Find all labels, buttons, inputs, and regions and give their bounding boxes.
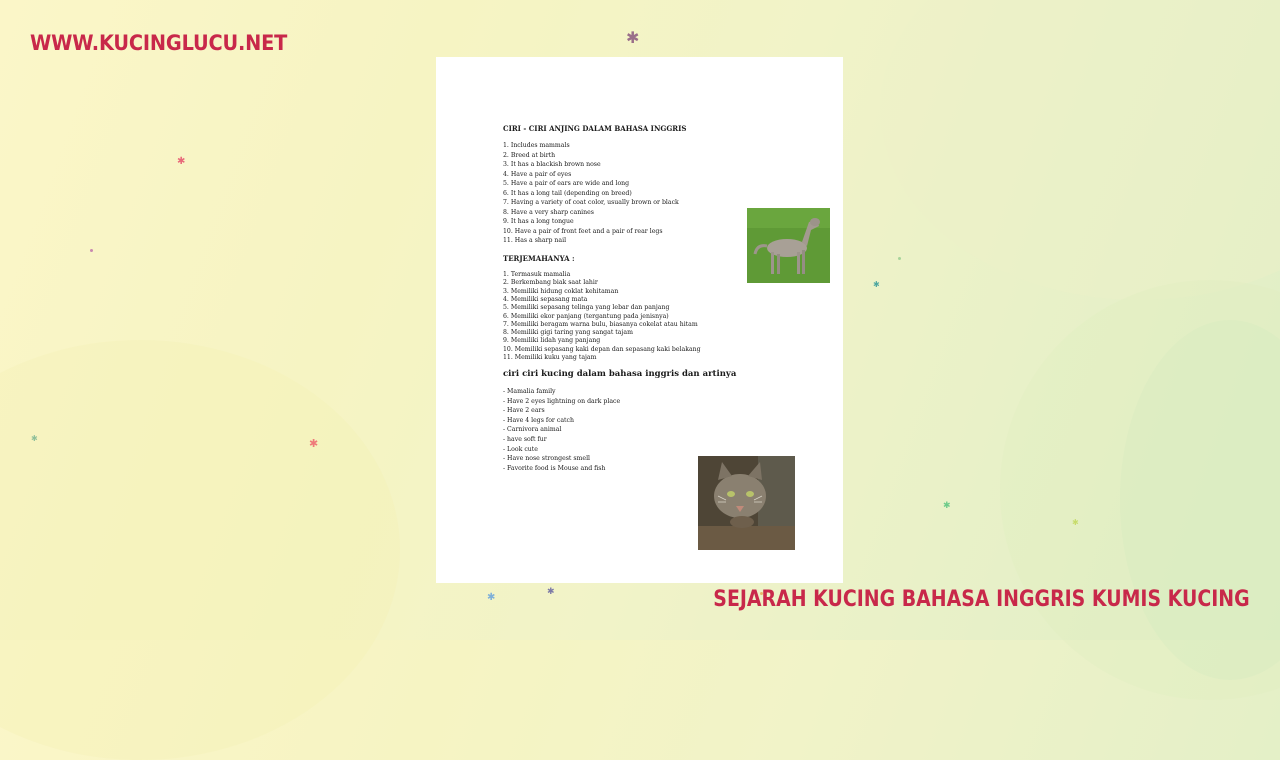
list-item: 2. Breed at birth — [503, 151, 556, 159]
list-item: 8. Memiliki gigi taring yang sangat tajam — [503, 329, 633, 337]
list-item: 7. Memiliki beragam warna bulu, biasanya cokelat atau hitam — [503, 320, 698, 328]
document-page — [436, 57, 843, 583]
star-icon: ✱ — [309, 437, 319, 450]
star-icon: ✱ — [943, 501, 951, 511]
dot-decoration — [898, 257, 901, 260]
list-item: 6. It has a long tail (depending on breed) — [503, 189, 632, 197]
cat-illustration — [698, 456, 795, 550]
list-item: 7. Having a variety of coat color, usually brown or black — [503, 199, 679, 207]
list-item: - Have 4 legs for catch — [503, 416, 574, 424]
dog-traits-heading: CIRI - CIRI ANJING DALAM BAHASA INGGRIS — [503, 124, 687, 133]
list-item: 9. It has a long tongue — [503, 218, 574, 226]
dog-photo — [747, 208, 830, 283]
dog-traits-translation-list — [503, 271, 793, 362]
list-item: - have soft fur — [503, 436, 547, 444]
star-icon: ✱ — [626, 28, 640, 47]
star-icon: ✱ — [873, 280, 880, 289]
dot-decoration — [90, 249, 93, 252]
list-item: 4. Have a pair of eyes — [503, 170, 572, 178]
star-icon: ✱ — [31, 434, 38, 443]
list-item: 6. Memiliki ekor panjang (tergantung pada jenisnya) — [503, 312, 669, 320]
list-item: 5. Have a pair of ears are wide and long — [503, 180, 630, 188]
list-item: 3. Memiliki hidung coklat kehitaman — [503, 287, 619, 295]
list-item: 11. Has a sharp nail — [503, 237, 567, 245]
list-item: - Have 2 ears — [503, 407, 545, 415]
background-blob — [880, 0, 1280, 300]
list-item: 1. Termasuk mamalia — [503, 271, 571, 279]
list-item: - Have 2 eyes lightning on dark place — [503, 397, 621, 405]
list-item: - Carnivora animal — [503, 426, 562, 434]
cat-photo — [698, 456, 795, 550]
list-item: 1. Includes mammals — [503, 142, 570, 149]
list-item: 2. Berkembang biak saat lahir — [503, 279, 598, 287]
list-item: 3. It has a blackish brown nose — [503, 161, 601, 169]
cat-traits-heading: ciri ciri kucing dalam bahasa inggris dan artinya — [503, 369, 737, 380]
list-item: 11. Memiliki kuku yang tajam — [503, 353, 597, 361]
translation-heading: TERJEMAHANYA : — [503, 254, 575, 264]
list-item: 8. Have a very sharp canines — [503, 208, 594, 216]
list-item: 9. Memiliki lidah yang panjang — [503, 337, 601, 345]
list-item: - Favorite food is Mouse and fish — [503, 464, 606, 472]
background-blob — [0, 340, 400, 760]
list-item: 5. Memiliki sepasang telinga yang lebar dan panjang — [503, 304, 670, 312]
list-item: - Mamalia family — [503, 388, 556, 396]
list-item: 4. Memiliki sepasang mata — [503, 295, 588, 303]
dog-illustration — [747, 208, 830, 283]
star-icon: ✱ — [177, 156, 186, 167]
star-icon: ✱ — [547, 587, 555, 597]
star-icon: ✱ — [487, 592, 496, 603]
list-item: - Have nose strongest smell — [503, 455, 591, 463]
list-item: 10. Have a pair of front feet and a pair of rear legs — [503, 227, 663, 235]
document-content — [503, 124, 793, 473]
site-url[interactable]: WWW.KUCINGLUCU.NET — [30, 31, 288, 55]
list-item: 10. Memiliki sepasang kaki depan dan sepasang kaki belakang — [503, 345, 701, 353]
star-icon: ✱ — [1072, 518, 1079, 527]
list-item: - Look cute — [503, 445, 538, 453]
page-caption: SEJARAH KUCING BAHASA INGGRIS KUMIS KUCING — [713, 587, 1250, 612]
